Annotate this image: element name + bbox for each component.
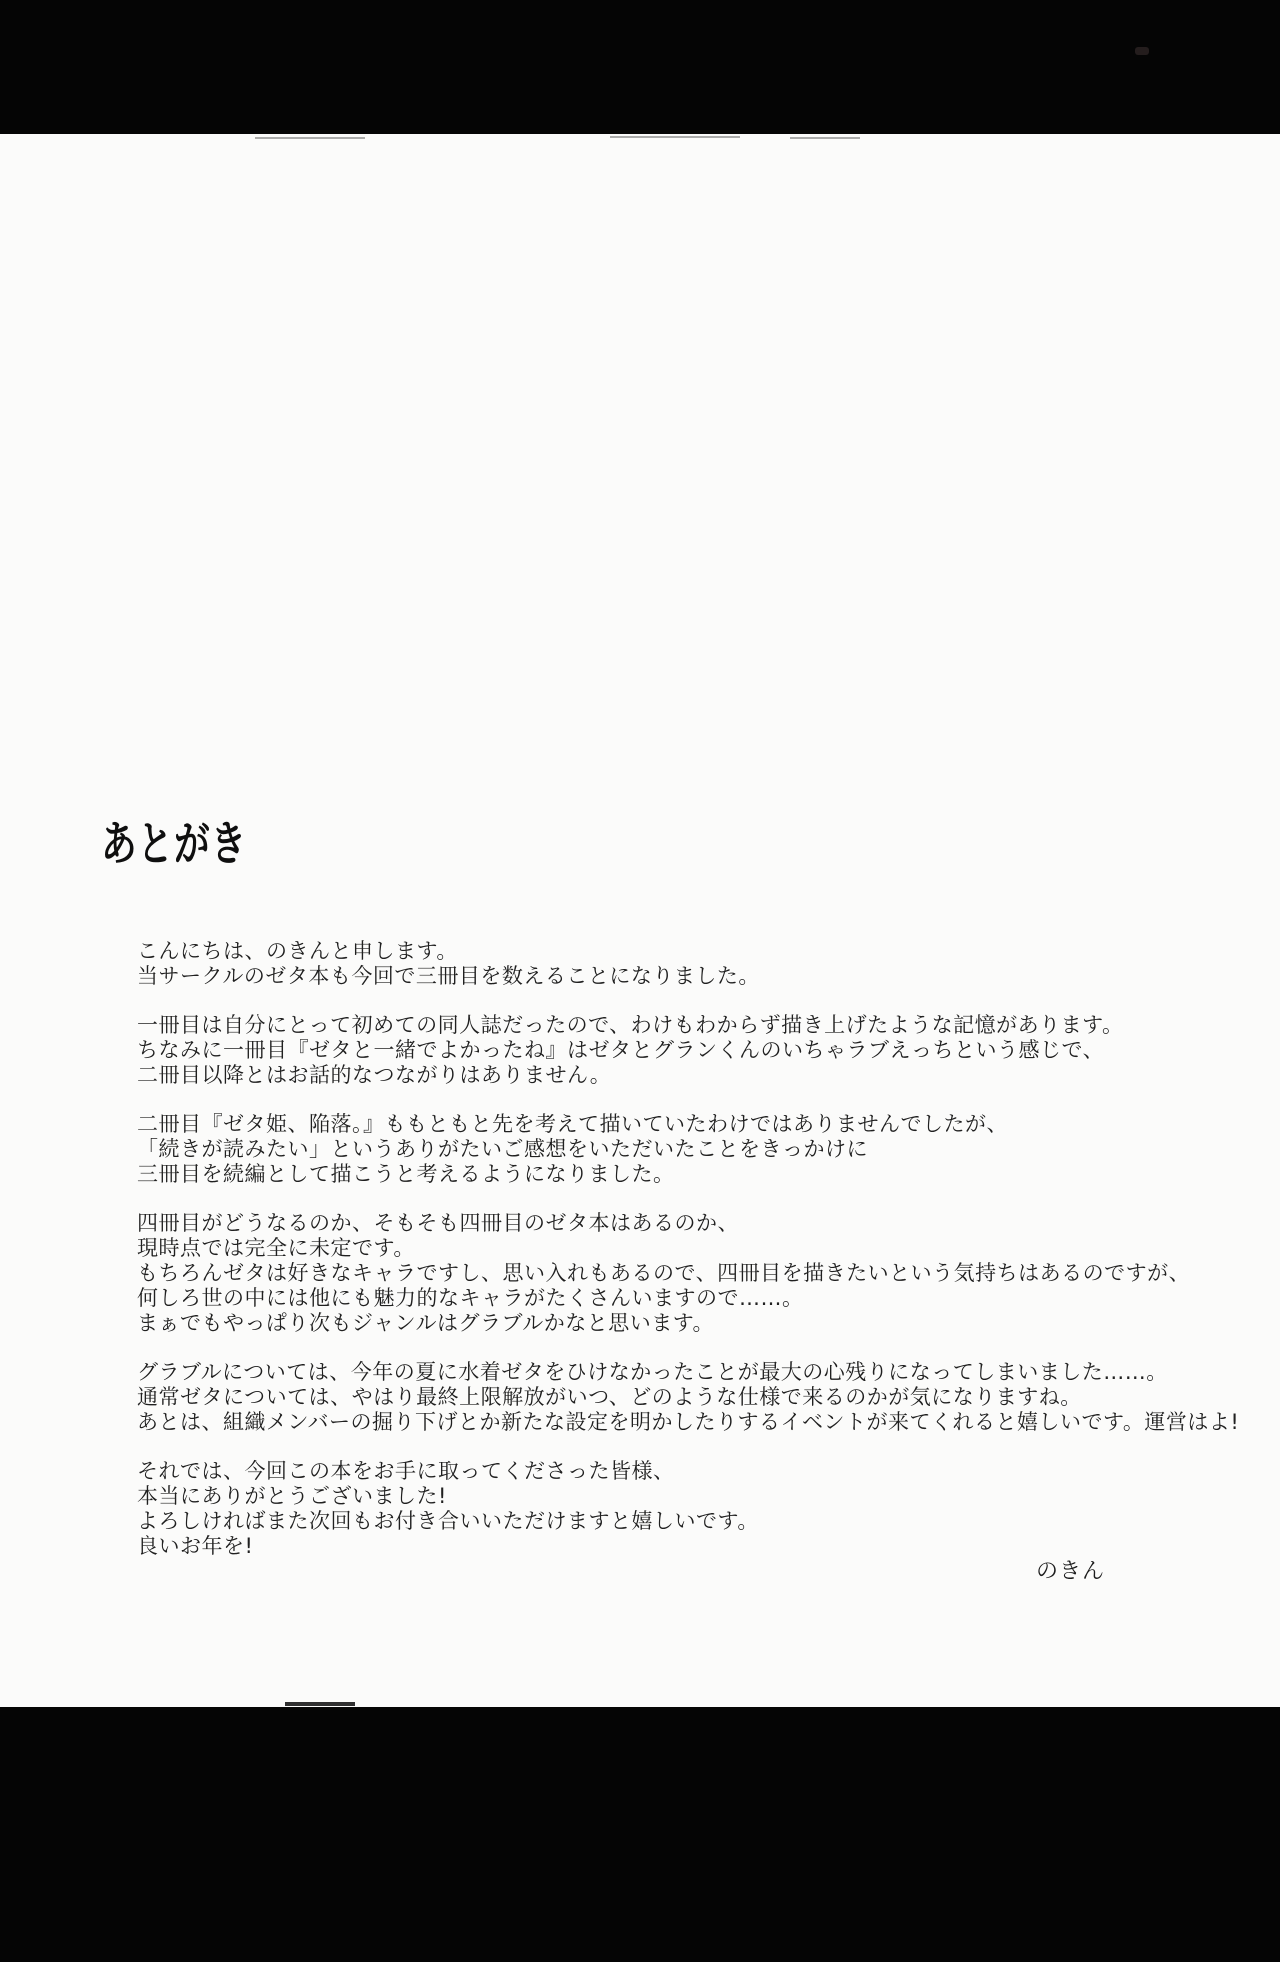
author-signature: のきん — [1036, 1559, 1106, 1584]
scan-smudge — [255, 137, 365, 139]
afterword-text — [137, 939, 1267, 1583]
text-line: 三冊目を続編として描こうと考えるようになりました。 — [137, 1162, 675, 1186]
text-line: よろしければまた次回もお付き合いいただけますと嬉しいです。 — [137, 1509, 759, 1533]
text-line: もちろんゼタは好きなキャラですし、思い入れもあるので、四冊目を描きたいという気持ちはあるのですが、 — [137, 1261, 1191, 1285]
text-line: それでは、今回この本をお手に取ってくださった皆様、 — [137, 1459, 675, 1483]
text-line: 「続きが読みたい」というありがたいご感想をいただいたことをきっかけに — [137, 1137, 868, 1161]
paragraph-second-book — [137, 1112, 1267, 1187]
text-line: まぁでもやっぱり次もジャンルはグラブルかなと思います。 — [137, 1311, 715, 1335]
text-line: 二冊目『ゼタ姫、陥落。』ももともと先を考えて描いていたわけではありませんでしたが、 — [137, 1112, 1008, 1136]
text-line: 本当にありがとうございました! — [137, 1484, 447, 1508]
text-line: 当サークルのゼタ本も今回で三冊目を数えることになりました。 — [137, 964, 760, 988]
paragraph-granblue — [137, 1360, 1267, 1435]
text-line: あとは、組織メンバーの掘り下げとか新たな設定を明かしたりするイベントが来てくれると嬉しいです。運営はよ! — [137, 1410, 1240, 1434]
text-line: ちなみに一冊目『ゼタと一緒でよかったね』はゼタとグランくんのいちゃラブえっちという感じで、 — [137, 1038, 1105, 1062]
top-black-band — [0, 0, 1280, 134]
text-line: 良いお年を! — [137, 1534, 254, 1558]
scan-artifact-notch — [285, 1702, 355, 1706]
paper-sheet — [0, 134, 1280, 1707]
paragraph-fourth-book — [137, 1211, 1267, 1336]
text-line: 何しろ世の中には他にも魅力的なキャラがたくさんいますので……。 — [137, 1286, 804, 1310]
page-title: あとがき — [101, 817, 247, 872]
paragraph-thanks — [137, 1459, 1267, 1559]
scan-smudge — [610, 136, 740, 138]
text-line: 一冊目は自分にとって初めての同人誌だったので、わけもわからず描き上げたような記憶があります。 — [137, 1013, 1124, 1037]
text-line: グラブルについては、今年の夏に水着ゼタをひけなかったことが最大の心残りになってしまいました……。 — [137, 1360, 1168, 1384]
text-line: こんにちは、のきんと申します。 — [137, 939, 458, 963]
paragraph-first-book — [137, 1013, 1267, 1088]
text-line: 現時点では完全に未定です。 — [137, 1236, 415, 1260]
bottom-black-band — [0, 1707, 1280, 1962]
text-line: 二冊目以降とはお話的なつながりはありません。 — [137, 1063, 612, 1087]
paragraph-greeting — [137, 939, 1267, 989]
scan-smudge — [790, 137, 860, 139]
text-line: 四冊目がどうなるのか、そもそも四冊目のゼタ本はあるのか、 — [137, 1211, 739, 1235]
text-line: 通常ゼタについては、やはり最終上限解放がいつ、どのような仕様で来るのかが気になりますね。 — [137, 1385, 1082, 1409]
scan-artifact-dash — [1135, 47, 1149, 55]
